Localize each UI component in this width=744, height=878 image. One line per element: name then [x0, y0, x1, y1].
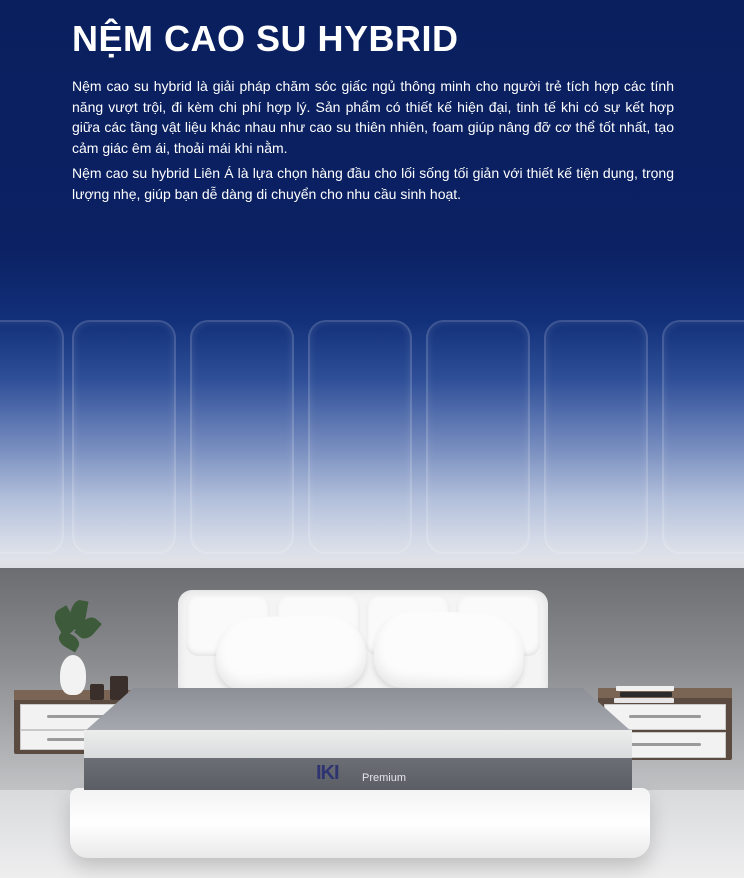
- book: [614, 698, 674, 703]
- book: [616, 686, 674, 691]
- wall-panel: [308, 320, 412, 554]
- wall-panel: [544, 320, 648, 554]
- bed-base: [70, 788, 650, 858]
- brand-tag: Premium: [362, 772, 407, 784]
- wall-panel: [0, 320, 64, 554]
- book: [620, 692, 672, 697]
- wall-panel: [426, 320, 530, 554]
- intro-paragraph: Nệm cao su hybrid là giải pháp chăm sóc giấc ngủ thông minh cho người trẻ tích hợp các tính năng vượt trội, đi kèm chi phí hợp lý. Sản phẩm có thiết kế hiện đại, tinh tế khi có sự kết hợp giữa các tầng vật liệu khác nhau như cao su thiên nhiên, foam giúp nâng đỡ cơ thể tốt nhất, tạo cảm giác êm ái, thoải mái khi nằm.: [72, 78, 674, 156]
- page-title: NỆM CAO SU HYBRID: [72, 18, 459, 59]
- wall-panels: [0, 300, 744, 560]
- mattress-comfort-layer: [84, 730, 632, 760]
- candle: [90, 684, 104, 700]
- mattress-top: [84, 688, 632, 732]
- pillow: [215, 613, 367, 692]
- secondary-paragraph: Nệm cao su hybrid Liên Á là lựa chọn hàng đầu cho lối sống tối giản với thiết kế tiện dụng, trọng lượng nhẹ, giúp bạn dễ dàng di chuyển cho nhu cầu sinh hoạt.: [72, 165, 674, 202]
- pillow: [372, 608, 526, 694]
- brand-logo: IKI: [316, 762, 339, 784]
- wall-panel: [190, 320, 294, 554]
- mattress-band: [84, 758, 632, 790]
- wall-panel: [72, 320, 176, 554]
- vase: [60, 655, 86, 695]
- wall-panel: [662, 320, 744, 554]
